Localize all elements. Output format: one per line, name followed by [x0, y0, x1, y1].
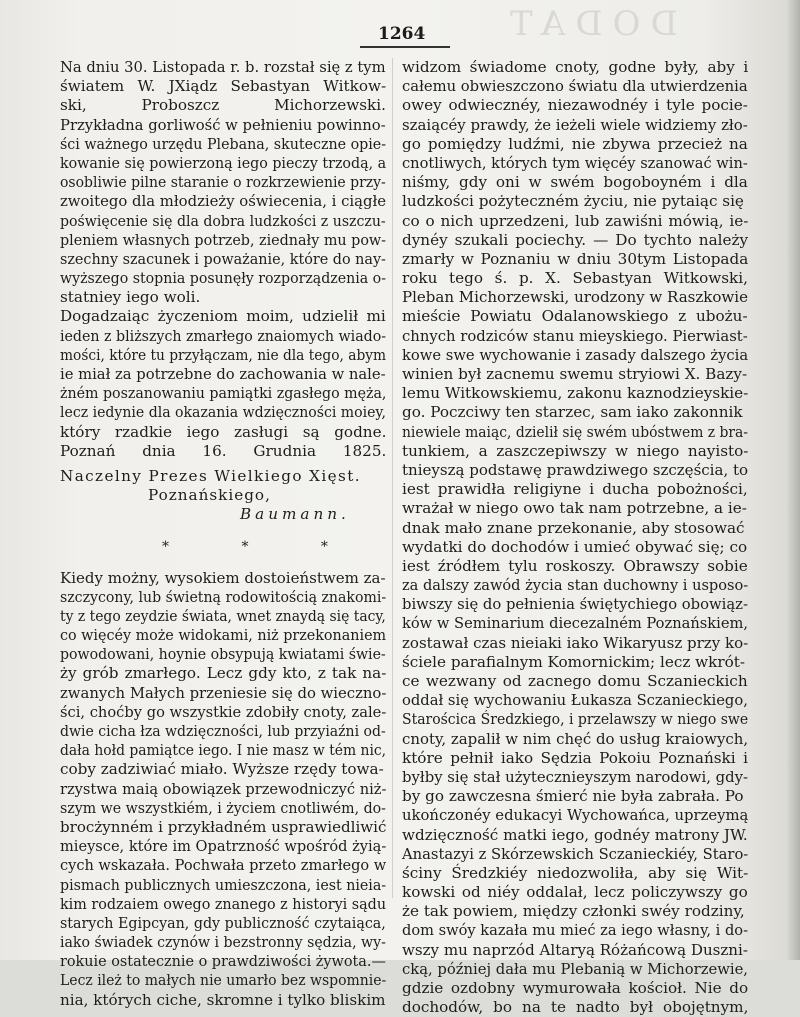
text-line: dnak mało znane przekonanie, aby stosować [402, 518, 745, 537]
text-line: Na dniu 30. Listopada r. b. rozstał się z tym [60, 58, 386, 76]
text-line: ków w Seminarium diecezalném Poznańskiem, [402, 614, 749, 633]
text-line: mieysce, które im Opatrzność wpośród żyią- [60, 837, 387, 856]
text-line: mieście Powiatu Odalanowskiego z ubożu- [402, 307, 748, 326]
text-line: Dogadzaiąc życzeniom moim, udzielił mi [60, 307, 386, 326]
text-line: powodowani, hoynie obsypują kwiatami świe- [60, 645, 386, 664]
text-line: zmarły w Poznaniu w dniu 30tym Listopada [402, 249, 749, 268]
text-line: osobliwie pilne staranie o rozkrzewienie przy- [60, 173, 386, 192]
text-line: cką, później dała mu Plebanią w Michorzewie, [402, 959, 748, 978]
text-line: tunkiem, a zaszczepiwszy w niego nayisto- [402, 441, 749, 460]
text-line: dwie cicha łza wdzięczności, lub przyiaźni od- [60, 722, 386, 740]
text-line: go. Poczciwy ten starzec, sam iako zakonnik [402, 403, 743, 422]
text-line: szaiącéy prawdy, że ieżeli wiele widziemy zło- [402, 115, 748, 134]
text-line: zwoitego dla młodzieży oświecenia, i ciągłe [60, 192, 387, 211]
text-line: byłby się stał użytecznieyszym narodowi, gdy- [402, 767, 749, 786]
text-line: gdzie ozdobny wymurowała kościoł. Nie do [402, 979, 749, 997]
text-line: Przykładna gorliwość w pełnieniu powinno- [60, 115, 386, 134]
text-line: winien był zacnemu swemu stryiowi X. Bazy- [402, 365, 748, 383]
right-column [402, 58, 748, 1017]
text-line: kowanie się powierzoną iego pieczy trzodą, a [60, 153, 387, 172]
text-line: za dalszy zawód życia stan duchowny i usposo- [402, 576, 749, 595]
text-line: by go zawczesna śmierć nie była zabrała. Po [402, 787, 744, 806]
text-line: mości, które tu przyłączam, nie dla tego, abym [60, 345, 387, 364]
text-line: Kiedy możny, wysokiem dostoieństwem za- [60, 568, 386, 587]
text-line: co o nich uprzedzeni, lub zawiśni mówią, ie- [402, 211, 749, 230]
text-line: ludzkości pożyteczném życiu, nie pytaiąc się [402, 192, 744, 211]
text-line: kowe swe wychowanie i zasady dalszego życia [402, 345, 749, 364]
text-line: zostawał czas nieiaki iako Wikaryusz przy ko- [402, 633, 749, 652]
signature-title: Naczelny Prezes Wielkiego Xięst. [60, 466, 361, 485]
signature-province: Poznańskiego, [148, 486, 271, 505]
text-line: brocżynném i przykładném usprawiedliwić [60, 817, 387, 836]
text-line: wszy mu naprzód Altaryą Różańcową Duszni- [402, 940, 748, 959]
text-line: że tak powiem, między członki swéy rodziny, [402, 902, 745, 921]
text-line: ty z tego zeydzie świata, wnet znaydą się tacy, [60, 606, 386, 625]
text-line: pleniem własnych potrzeb, ziednały mu pow- [60, 230, 387, 249]
text-line: nia, których ciche, skromne i tylko bliskim [60, 990, 386, 1009]
text-line: co więcéy może widokami, niż przekonaniem [60, 626, 387, 645]
text-line: wydatki do dochodów i umieć obywać się; co [402, 537, 748, 556]
page-spine-shadow [786, 0, 800, 960]
text-line: iest prawidła religiyne i ducha pobożności, [402, 480, 748, 499]
text-line: lemu Witkowskiemu, zakonu kaznodzieyskie- [402, 384, 749, 403]
text-line: dochodów, bo na te nadto był obojętnym, [402, 998, 749, 1017]
text-line: Poznań dnia 16. Grudnia 1825. [60, 441, 387, 460]
text-line: dała hołd pamiątce iego. I nie masz w tém nic, [60, 741, 387, 760]
text-line: zwanych Małych przeniesie się do wieczno- [60, 683, 387, 702]
text-line: Pleban Michorzewski, urodzony w Raszkowie [402, 288, 748, 307]
text-line: ce wezwany od zacnego domu Sczanieckich [402, 672, 748, 690]
column-divider [392, 58, 393, 898]
text-line: ie miał za potrzebne do zachowania w nale- [60, 365, 386, 383]
text-line: wyższego stopnia posunęły rozporządzenia o- [60, 269, 386, 288]
obituary-article [60, 569, 386, 1010]
text-line: dynéy szukali pociechy. — Do tychto należy [402, 230, 749, 249]
text-line: Anastazyi z Skórzewskich Sczanieckiéy, Staro- [402, 844, 749, 863]
text-line: statniey iego woli. [60, 288, 201, 307]
text-line: cnoty, zapalił w nim chęć do usług kraiowych, [402, 729, 749, 748]
text-line: szym we wszystkiém, i życiem cnotliwém, do- [60, 798, 386, 817]
text-line: iako świadek czynów i bezstronny sędzia, wy- [60, 933, 386, 952]
text-line: wrażał w niego owo tak nam potrzebne, a ie- [402, 499, 747, 518]
text-line: owey odwiecznéy, niezawodnéy i tyle pocie- [402, 96, 748, 115]
text-line: starych Egipcyan, gdy publiczność czytaiąca, [60, 913, 386, 932]
obituary-continuation [402, 58, 748, 1017]
text-line: cych wskazała. Pochwała przeto zmarłego w [60, 856, 387, 875]
text-line: chnych rodziców stanu mieyskiego. Pierwiast- [402, 326, 748, 345]
page-number: 1264 [378, 24, 426, 44]
text-line: wdzięczność matki iego, godnéy matrony JW. [402, 825, 748, 844]
text-line: całemu obwieszczono światu dla utwierdzenia [402, 77, 748, 96]
header-rule [360, 46, 450, 48]
text-line: oddał się wychowaniu Łukasza Sczanieckiego, [402, 691, 748, 710]
text-line: dom swóy kazała mu mieć za iego własny, i do- [402, 921, 749, 940]
text-line: go pomiędzy ludźmi, nie zbywa przecież na [402, 134, 748, 153]
text-line: ski, Proboszcz Michorzewski. [60, 96, 386, 115]
text-line: cnotliwych, których tym więcéy szanować win- [402, 153, 748, 172]
text-line: tnieyszą podstawę prawdziwego szczęścia, to [402, 460, 749, 479]
text-line: ży grób zmarłego. Lecz gdy kto, z tak na- [60, 664, 387, 683]
text-line: ści, choćby go wszystkie zdobiły cnoty, zale- [60, 702, 387, 721]
text-line: ściele parafialnym Komornickim; lecz wkrót- [402, 652, 746, 671]
section-separator: * * * [162, 538, 362, 555]
text-line: Lecz ileż to małych nie umarło bez wspomnie- [60, 971, 387, 990]
text-line: światem W. JXiądz Sebastyan Witkow- [60, 77, 387, 96]
text-line: niewiele maiąc, dzielił się swém ubóstwem z bra- [402, 422, 748, 441]
text-line: szczycony, lub świetną rodowitością znakomi- [60, 587, 387, 606]
text-line: poświęcenie się dla dobra ludzkości z uszczu- [60, 211, 386, 230]
text-line: Starościca Średzkiego, i przelawszy w niego swe [402, 710, 749, 729]
text-line: ści ważnego urzędu Plebana, skuteczne opie- [60, 134, 387, 153]
text-line: kim rodzaiem owego znanego z historyi sądu [60, 894, 387, 913]
text-line: ukończonéy edukacyi Wychowańca, uprzeymą [402, 806, 749, 825]
text-line: lecz iedynie dla okazania wdzięczności moiey, [60, 403, 386, 422]
left-article [60, 58, 386, 461]
text-line: który rzadkie iego zasługi są godne. [60, 422, 387, 441]
text-line: szechny szacunek i poważanie, które do nay- [60, 249, 386, 268]
text-line: ściny Średzkiéy niedozwoliła, aby się Wit- [402, 863, 749, 882]
text-line: które pełnił iako Sędzia Pokoiu Poznański i [402, 748, 748, 767]
text-line: kowski od niéy oddalał, lecz policzywszy go [402, 883, 748, 902]
text-line: żném poszanowaniu pamiątki zgasłego męża, [60, 384, 387, 403]
left-column [60, 58, 386, 1010]
text-line: iest źródłem tylu roskoszy. Obrawszy sobie [402, 556, 748, 575]
text-line: roku tego ś. p. X. Sebastyan Witkowski, [402, 269, 748, 288]
text-line: biwszy się do pełnienia świętychiego obowiąz- [402, 595, 748, 614]
text-line: rzystwa maią obowiązek przewodniczyć niż- [60, 779, 387, 798]
text-line: ieden z bliższych zmarłego znaiomych wiado- [60, 326, 387, 345]
text-line: rokuie ostatecznie o prawdziwości żywota.— [60, 952, 386, 971]
text-line: widzom świadome cnoty, godne były, aby i [402, 58, 749, 76]
text-line: coby zadziwiać miało. Wyższe rzędy towa- [60, 760, 384, 779]
text-line: niśmy, gdy oni w swém bogoboyném i dla [402, 173, 748, 192]
bleed-through-text: DODAT [500, 4, 678, 44]
text-line: pismach publicznych umieszczona, iest nieia- [60, 875, 387, 894]
signature-name: Baumann. [240, 505, 350, 524]
